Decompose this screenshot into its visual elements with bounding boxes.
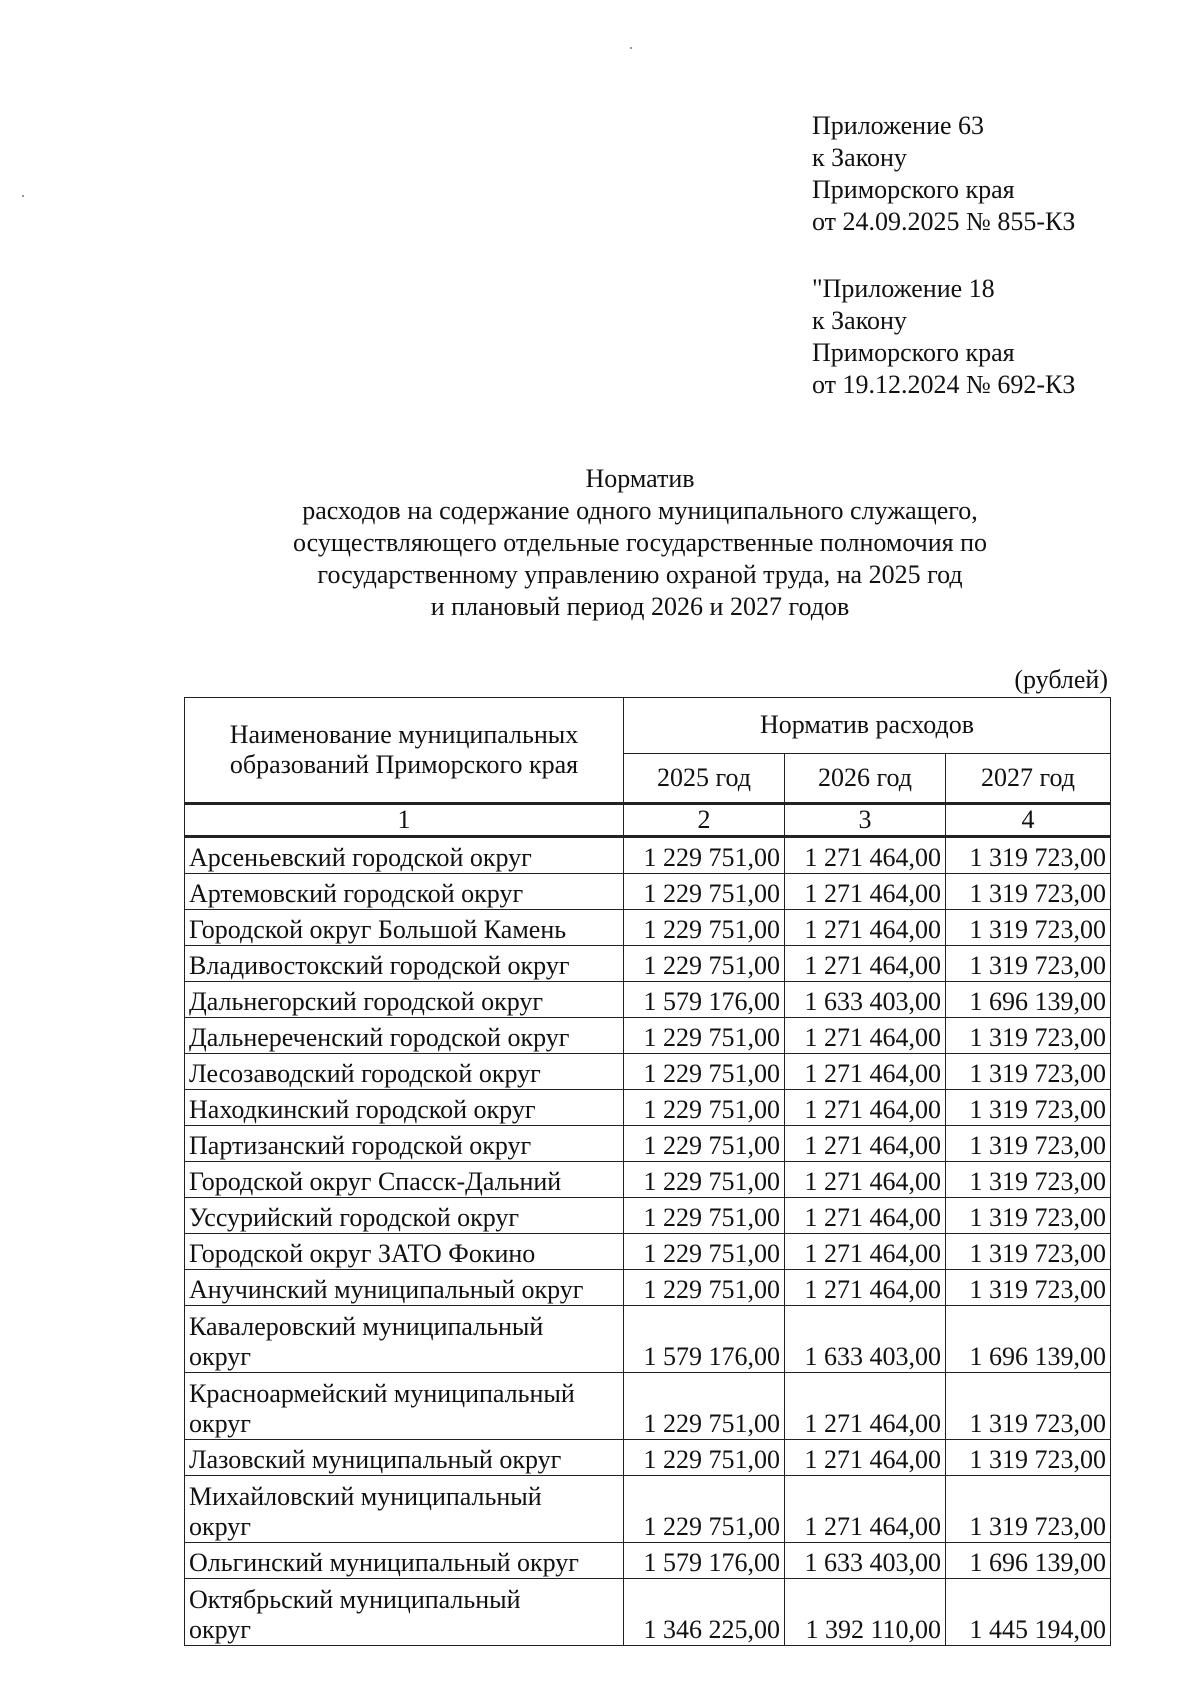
value-cell-2026: 1 271 464,00 — [785, 1198, 946, 1234]
municipality-name-line: округ — [189, 1512, 251, 1541]
table-row — [185, 1306, 1111, 1373]
value-cell-2027: 1 319 723,00 — [946, 1162, 1111, 1198]
municipality-name-cell — [185, 1306, 624, 1373]
municipality-name-line: Арсеньевский городской округ — [189, 843, 532, 872]
column-number: 4 — [946, 804, 1111, 837]
table-row — [185, 874, 1111, 910]
value-cell-2025: 1 229 751,00 — [624, 874, 785, 910]
value-cell-2026: 1 271 464,00 — [785, 1018, 946, 1054]
municipality-name-line: Дальнегорский городской округ — [189, 987, 544, 1016]
municipality-name-cell — [185, 1018, 624, 1054]
value-cell-2025: 1 229 751,00 — [624, 1198, 785, 1234]
municipality-name-line: Находкинский городской округ — [189, 1095, 536, 1124]
title-line: и плановый период 2026 и 2027 годов — [430, 592, 850, 621]
municipality-name-line: Партизанский городской округ — [189, 1131, 532, 1160]
annex-line: "Приложение 18 — [812, 274, 995, 303]
municipality-name-line: округ — [189, 1615, 251, 1644]
title-line: осуществляющего отдельные государственные полномочия по — [292, 528, 988, 557]
municipality-name-line: Уссурийский городской округ — [189, 1203, 520, 1232]
municipality-name-cell — [185, 1270, 624, 1306]
value-cell-2025: 1 229 751,00 — [624, 1126, 785, 1162]
value-cell-2027: 1 319 723,00 — [946, 910, 1111, 946]
scan-speck — [22, 195, 24, 197]
annex-line: Приложение 63 — [812, 111, 985, 140]
table-body — [185, 837, 1111, 1646]
value-cell-2027: 1 696 139,00 — [946, 1543, 1111, 1579]
document-title — [170, 463, 1110, 623]
annex-line: к Закону — [812, 143, 907, 172]
annex-line: от 19.12.2024 № 692-КЗ — [812, 370, 1076, 399]
value-cell-2025: 1 229 751,00 — [624, 1162, 785, 1198]
header-municipality-line: образований Приморского края — [229, 750, 579, 779]
title-line: Норматив — [585, 464, 695, 493]
value-cell-2025: 1 229 751,00 — [624, 946, 785, 982]
municipality-name-line: Городской округ Спасск-Дальний — [189, 1167, 562, 1196]
municipality-name-cell — [185, 1476, 624, 1543]
municipality-name-line: Городской округ ЗАТО Фокино — [189, 1239, 536, 1268]
municipality-name-cell — [185, 837, 624, 874]
table-row — [185, 1440, 1111, 1476]
municipality-name-line: Ольгинский муниципальный округ — [189, 1548, 579, 1577]
municipality-name-cell — [185, 874, 624, 910]
table-row — [185, 1476, 1111, 1543]
value-cell-2025: 1 229 751,00 — [624, 1090, 785, 1126]
municipality-name-line: Городской округ Большой Камень — [189, 915, 567, 944]
table-row — [185, 910, 1111, 946]
value-cell-2027: 1 319 723,00 — [946, 1270, 1111, 1306]
municipality-name-cell — [185, 1162, 624, 1198]
municipality-name-cell — [185, 946, 624, 982]
municipality-name-line: Дальнереченский городской округ — [189, 1023, 570, 1052]
title-line: расходов на содержание одного муниципального служащего, — [302, 496, 978, 525]
value-cell-2026: 1 392 110,00 — [785, 1579, 946, 1646]
value-cell-2026: 1 271 464,00 — [785, 1054, 946, 1090]
municipality-name-line: Лазовский муниципальный округ — [189, 1445, 562, 1474]
value-cell-2025: 1 229 751,00 — [624, 1054, 785, 1090]
value-cell-2027: 1 319 723,00 — [946, 1018, 1111, 1054]
header-municipality-line: Наименование муниципальных — [229, 720, 579, 749]
table-row — [185, 1018, 1111, 1054]
value-cell-2027: 1 319 723,00 — [946, 837, 1111, 874]
value-cell-2026: 1 271 464,00 — [785, 1162, 946, 1198]
norm-table — [184, 697, 1111, 1646]
municipality-name-line: Анучинский муниципальный округ — [189, 1275, 584, 1304]
value-cell-2026: 1 271 464,00 — [785, 1440, 946, 1476]
value-cell-2027: 1 445 194,00 — [946, 1579, 1111, 1646]
table-row — [185, 1543, 1111, 1579]
municipality-name-cell — [185, 1090, 624, 1126]
table-row — [185, 1162, 1111, 1198]
municipality-name-cell — [185, 1373, 624, 1440]
header-municipality — [185, 698, 624, 804]
table-row — [185, 1126, 1111, 1162]
value-cell-2027: 1 319 723,00 — [946, 1373, 1111, 1440]
header-year: 2025 год — [624, 753, 785, 803]
municipality-name-cell — [185, 1198, 624, 1234]
value-cell-2026: 1 271 464,00 — [785, 946, 946, 982]
value-cell-2026: 1 271 464,00 — [785, 1234, 946, 1270]
municipality-name-cell — [185, 910, 624, 946]
value-cell-2026: 1 271 464,00 — [785, 874, 946, 910]
value-cell-2025: 1 579 176,00 — [624, 1543, 785, 1579]
value-cell-2025: 1 229 751,00 — [624, 910, 785, 946]
value-cell-2026: 1 271 464,00 — [785, 910, 946, 946]
municipality-name-cell — [185, 982, 624, 1018]
municipality-name-line: Красноармейский муниципальный — [189, 1379, 575, 1408]
value-cell-2026: 1 633 403,00 — [785, 982, 946, 1018]
value-cell-2026: 1 271 464,00 — [785, 1373, 946, 1440]
value-cell-2025: 1 229 751,00 — [624, 1476, 785, 1543]
municipality-name-line: Лесозаводский городской округ — [189, 1059, 541, 1088]
value-cell-2025: 1 579 176,00 — [624, 1306, 785, 1373]
value-cell-2027: 1 319 723,00 — [946, 1476, 1111, 1543]
table-row — [185, 1234, 1111, 1270]
value-cell-2025: 1 579 176,00 — [624, 982, 785, 1018]
value-cell-2027: 1 696 139,00 — [946, 982, 1111, 1018]
column-number: 3 — [785, 804, 946, 837]
municipality-name-line: округ — [189, 1409, 251, 1438]
table-row — [185, 1270, 1111, 1306]
municipality-name-cell — [185, 1440, 624, 1476]
value-cell-2027: 1 319 723,00 — [946, 1054, 1111, 1090]
municipality-name-line: Владивостокский городской округ — [189, 951, 570, 980]
table-row — [185, 982, 1111, 1018]
annex-amended-block — [812, 273, 1075, 401]
municipality-name-line: округ — [189, 1342, 251, 1371]
value-cell-2025: 1 346 225,00 — [624, 1579, 785, 1646]
value-cell-2026: 1 271 464,00 — [785, 1270, 946, 1306]
units-label: (рублей) — [1014, 665, 1108, 694]
value-cell-2027: 1 319 723,00 — [946, 1440, 1111, 1476]
value-cell-2025: 1 229 751,00 — [624, 1018, 785, 1054]
value-cell-2026: 1 271 464,00 — [785, 1476, 946, 1543]
municipality-name-line: Артемовский городской округ — [189, 879, 524, 908]
municipality-name-line: Михайловский муниципальный — [189, 1482, 542, 1511]
value-cell-2027: 1 319 723,00 — [946, 874, 1111, 910]
annex-line: Приморского края — [812, 338, 1015, 367]
table-row — [185, 946, 1111, 982]
column-number: 2 — [624, 804, 785, 837]
header-year: 2026 год — [785, 753, 946, 803]
municipality-name-line: Кавалеровский муниципальный — [189, 1312, 544, 1341]
value-cell-2027: 1 319 723,00 — [946, 946, 1111, 982]
value-cell-2025: 1 229 751,00 — [624, 1373, 785, 1440]
value-cell-2026: 1 633 403,00 — [785, 1306, 946, 1373]
value-cell-2025: 1 229 751,00 — [624, 1234, 785, 1270]
value-cell-2025: 1 229 751,00 — [624, 1270, 785, 1306]
value-cell-2027: 1 319 723,00 — [946, 1198, 1111, 1234]
table-row — [185, 1054, 1111, 1090]
table-row — [185, 1373, 1111, 1440]
value-cell-2027: 1 696 139,00 — [946, 1306, 1111, 1373]
value-cell-2026: 1 633 403,00 — [785, 1543, 946, 1579]
value-cell-2026: 1 271 464,00 — [785, 1090, 946, 1126]
annex-line: от 24.09.2025 № 855-КЗ — [812, 207, 1076, 236]
value-cell-2026: 1 271 464,00 — [785, 1126, 946, 1162]
municipality-name-line: Октябрьский муниципальный — [189, 1585, 521, 1614]
value-cell-2027: 1 319 723,00 — [946, 1234, 1111, 1270]
municipality-name-cell — [185, 1054, 624, 1090]
annex-line: Приморского края — [812, 175, 1015, 204]
value-cell-2027: 1 319 723,00 — [946, 1126, 1111, 1162]
annex-line: к Закону — [812, 306, 907, 335]
value-cell-2025: 1 229 751,00 — [624, 1440, 785, 1476]
scan-speck — [630, 47, 632, 49]
title-line: государственному управлению охраной труда, на 2025 год — [317, 560, 963, 589]
header-year: 2027 год — [946, 753, 1111, 803]
municipality-name-cell — [185, 1126, 624, 1162]
municipality-name-cell — [185, 1579, 624, 1646]
table-row — [185, 1579, 1111, 1646]
value-cell-2025: 1 229 751,00 — [624, 837, 785, 874]
table-row — [185, 1198, 1111, 1234]
header-norm-group: Норматив расходов — [624, 698, 1111, 754]
value-cell-2027: 1 319 723,00 — [946, 1090, 1111, 1126]
table-row — [185, 837, 1111, 874]
table-row — [185, 1090, 1111, 1126]
municipality-name-cell — [185, 1543, 624, 1579]
municipality-name-cell — [185, 1234, 624, 1270]
value-cell-2026: 1 271 464,00 — [785, 837, 946, 874]
annex-current-block — [812, 110, 1075, 238]
column-number: 1 — [185, 804, 624, 837]
